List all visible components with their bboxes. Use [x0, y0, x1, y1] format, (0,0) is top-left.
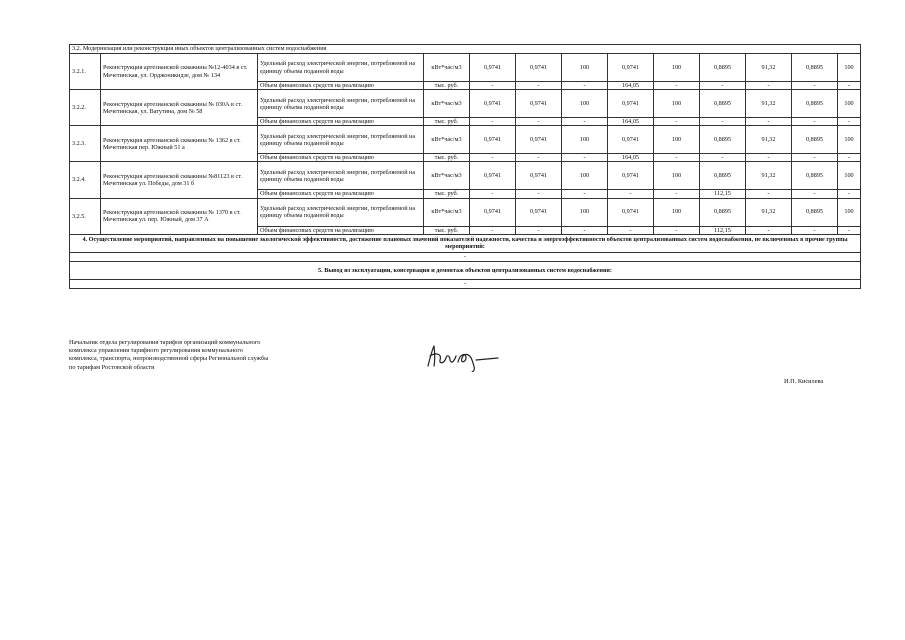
value-cell: 0,8895: [792, 162, 838, 190]
finance-value-cell: -: [700, 82, 746, 90]
finance-value-cell: -: [700, 118, 746, 126]
value-cell: 0,8895: [792, 198, 838, 226]
finance-value-cell: 164,05: [608, 154, 654, 162]
finance-value-cell: -: [654, 118, 700, 126]
value-cell: 0,9741: [470, 54, 516, 82]
value-cell: 100: [654, 126, 700, 154]
value-cell: 0,8895: [700, 126, 746, 154]
indicator-name: Удельный расход электрической энергии, потребляемой на единицу объема поданной воды: [258, 198, 424, 226]
value-cell: 91,32: [746, 126, 792, 154]
value-cell: 0,9741: [608, 54, 654, 82]
measure-name: Реконструкция артезианской скважины № 1362 в ст. Мечетинская пер. Южный 51 а: [101, 126, 258, 162]
finance-value-cell: -: [654, 190, 700, 198]
signer-name: И.П. Кисилева: [784, 378, 824, 385]
finance-value-cell: -: [562, 154, 608, 162]
signature: [420, 340, 510, 377]
indicator-unit: кВт*час/м3: [424, 90, 470, 118]
section-5-value-row: [70, 279, 861, 288]
value-cell: 100: [654, 90, 700, 118]
finance-value-cell: 112,15: [700, 226, 746, 234]
finance-value-cell: -: [838, 82, 861, 90]
finance-value-cell: -: [608, 190, 654, 198]
measure-name: Реконструкция артезианской скважины № 1370 в ст. Мечетинская ул. пер. Южный, дом 37 А: [101, 198, 258, 234]
finance-value-cell: -: [700, 154, 746, 162]
indicator-name: Удельный расход электрической энергии, потребляемой на единицу объема поданной воды: [258, 162, 424, 190]
finance-value-cell: -: [516, 82, 562, 90]
value-cell: 0,9741: [608, 126, 654, 154]
value-cell: 100: [838, 162, 861, 190]
finance-value-cell: -: [838, 226, 861, 234]
finance-value-cell: -: [838, 190, 861, 198]
value-cell: 0,9741: [470, 126, 516, 154]
finance-value-cell: -: [746, 190, 792, 198]
finance-value-cell: -: [792, 118, 838, 126]
value-cell: 0,9741: [608, 162, 654, 190]
finance-value-cell: -: [516, 118, 562, 126]
section-4-title-row: [70, 234, 861, 252]
finance-unit: тыс. руб.: [424, 226, 470, 234]
value-cell: 100: [562, 162, 608, 190]
value-cell: 100: [562, 198, 608, 226]
indicator-name: Удельный расход электрической энергии, потребляемой на единицу объема поданной воды: [258, 90, 424, 118]
finance-value-cell: -: [562, 226, 608, 234]
finance-indicator: Объем финансовых средств на реализацию: [258, 154, 424, 162]
value-cell: 0,9741: [470, 90, 516, 118]
finance-value-cell: -: [562, 190, 608, 198]
measure-number: 3.2.4.: [70, 162, 101, 198]
finance-value-cell: -: [562, 82, 608, 90]
section-5-title: 5. Вывод из эксплуатации, консервация и демонтаж объектов централизованных систем водоснабжения:: [70, 261, 861, 279]
value-cell: 100: [562, 90, 608, 118]
measure-number: 3.2.1.: [70, 54, 101, 90]
finance-value-cell: -: [792, 82, 838, 90]
finance-value-cell: -: [516, 154, 562, 162]
measure-row: [70, 54, 861, 82]
value-cell: 91,32: [746, 54, 792, 82]
indicator-unit: кВт*час/м3: [424, 54, 470, 82]
value-cell: 100: [838, 198, 861, 226]
value-cell: 0,9741: [516, 90, 562, 118]
value-cell: 0,9741: [516, 162, 562, 190]
value-cell: 100: [654, 54, 700, 82]
footer-position: Начальник отдела регулирования тарифов организаций коммунального комплекса управления тарифного регулирования коммунального комплекса, транспорта, непроизводственной сферы Региональной службы по тарифам Ростовской области: [69, 339, 269, 371]
section-4-value-row: [70, 252, 861, 261]
value-cell: 0,9741: [608, 90, 654, 118]
value-cell: 91,32: [746, 198, 792, 226]
finance-value-cell: -: [654, 226, 700, 234]
measure-name: Реконструкция артезианской скважины № 030А в ст. Мечетинская, ул. Ватутина, дом № 58: [101, 90, 258, 126]
value-cell: 100: [838, 54, 861, 82]
finance-value-cell: -: [470, 190, 516, 198]
measure-row: [70, 90, 861, 118]
finance-value-cell: -: [838, 118, 861, 126]
value-cell: 91,32: [746, 162, 792, 190]
finance-unit: тыс. руб.: [424, 154, 470, 162]
value-cell: 100: [838, 126, 861, 154]
indicator-name: Удельный расход электрической энергии, потребляемой на единицу объема поданной воды: [258, 126, 424, 154]
section-3-2-row: [70, 45, 861, 54]
value-cell: 0,8895: [792, 126, 838, 154]
finance-unit: тыс. руб.: [424, 118, 470, 126]
section-5-value: -: [70, 279, 861, 288]
measure-row: [70, 198, 861, 226]
finance-value-cell: -: [792, 226, 838, 234]
value-cell: 0,9741: [470, 198, 516, 226]
finance-value-cell: 164,05: [608, 118, 654, 126]
finance-indicator: Объем финансовых средств на реализацию: [258, 226, 424, 234]
value-cell: 0,8895: [700, 198, 746, 226]
value-cell: 0,9741: [516, 54, 562, 82]
finance-value-cell: -: [470, 82, 516, 90]
finance-value-cell: -: [470, 226, 516, 234]
measure-number: 3.2.5.: [70, 198, 101, 234]
measure-row: [70, 162, 861, 190]
finance-unit: тыс. руб.: [424, 82, 470, 90]
value-cell: 100: [562, 54, 608, 82]
finance-value-cell: -: [792, 190, 838, 198]
finance-value-cell: 112,15: [700, 190, 746, 198]
finance-value-cell: -: [562, 118, 608, 126]
indicator-name: Удельный расход электрической энергии, потребляемой на единицу объема поданной воды: [258, 54, 424, 82]
value-cell: 100: [654, 162, 700, 190]
measure-name: Реконструкция артезианской скважины №81123 в ст. Мечетинская ул. Победы, дом 31 б: [101, 162, 258, 198]
finance-indicator: Объем финансовых средств на реализацию: [258, 118, 424, 126]
value-cell: 91,32: [746, 90, 792, 118]
signature-image: [420, 340, 510, 372]
finance-value-cell: -: [516, 226, 562, 234]
value-cell: 0,8895: [792, 90, 838, 118]
finance-value-cell: -: [746, 226, 792, 234]
finance-value-cell: -: [792, 154, 838, 162]
measure-name: Реконструкция артезианской скважины №12-4034 в ст. Мечетинская, ул. Орджоникидзе, дом № 134: [101, 54, 258, 90]
measure-number: 3.2.2.: [70, 90, 101, 126]
finance-value-cell: -: [746, 118, 792, 126]
indicator-unit: кВт*час/м3: [424, 126, 470, 154]
value-cell: 0,9741: [470, 162, 516, 190]
finance-value-cell: -: [746, 82, 792, 90]
finance-indicator: Объем финансовых средств на реализацию: [258, 82, 424, 90]
value-cell: 0,9741: [516, 126, 562, 154]
measure-number: 3.2.3.: [70, 126, 101, 162]
measures-table: [69, 44, 861, 289]
section-3-2-title: 3.2. Модернизация или реконструкция иных объектов централизованных систем водоснабжения: [70, 45, 861, 54]
indicator-unit: кВт*час/м3: [424, 198, 470, 226]
finance-value-cell: -: [470, 118, 516, 126]
finance-value-cell: 164,05: [608, 82, 654, 90]
finance-value-cell: -: [654, 154, 700, 162]
indicator-unit: кВт*час/м3: [424, 162, 470, 190]
value-cell: 0,9741: [516, 198, 562, 226]
finance-value-cell: -: [608, 226, 654, 234]
value-cell: 0,8895: [700, 90, 746, 118]
finance-value-cell: -: [838, 154, 861, 162]
value-cell: 100: [562, 126, 608, 154]
section-4-value: -: [70, 252, 861, 261]
finance-unit: тыс. руб.: [424, 190, 470, 198]
value-cell: 0,8895: [700, 54, 746, 82]
value-cell: 100: [654, 198, 700, 226]
section-5-title-row: [70, 261, 861, 279]
finance-indicator: Объем финансовых средств на реализацию: [258, 190, 424, 198]
measure-row: [70, 126, 861, 154]
value-cell: 0,8895: [792, 54, 838, 82]
finance-value-cell: -: [470, 154, 516, 162]
finance-value-cell: -: [746, 154, 792, 162]
value-cell: 0,8895: [700, 162, 746, 190]
finance-value-cell: -: [654, 82, 700, 90]
value-cell: 0,9741: [608, 198, 654, 226]
value-cell: 100: [838, 90, 861, 118]
finance-value-cell: -: [516, 190, 562, 198]
document-page: [69, 44, 860, 289]
section-4-title: 4. Осуществление мероприятий, направленных на повышение экологической эффективности, достижение плановых значений показателей надежности, качества и энергоэффективности объектов централизованных систем водоснабжения, не включенных в прочие группы мероприятий:: [70, 234, 861, 252]
